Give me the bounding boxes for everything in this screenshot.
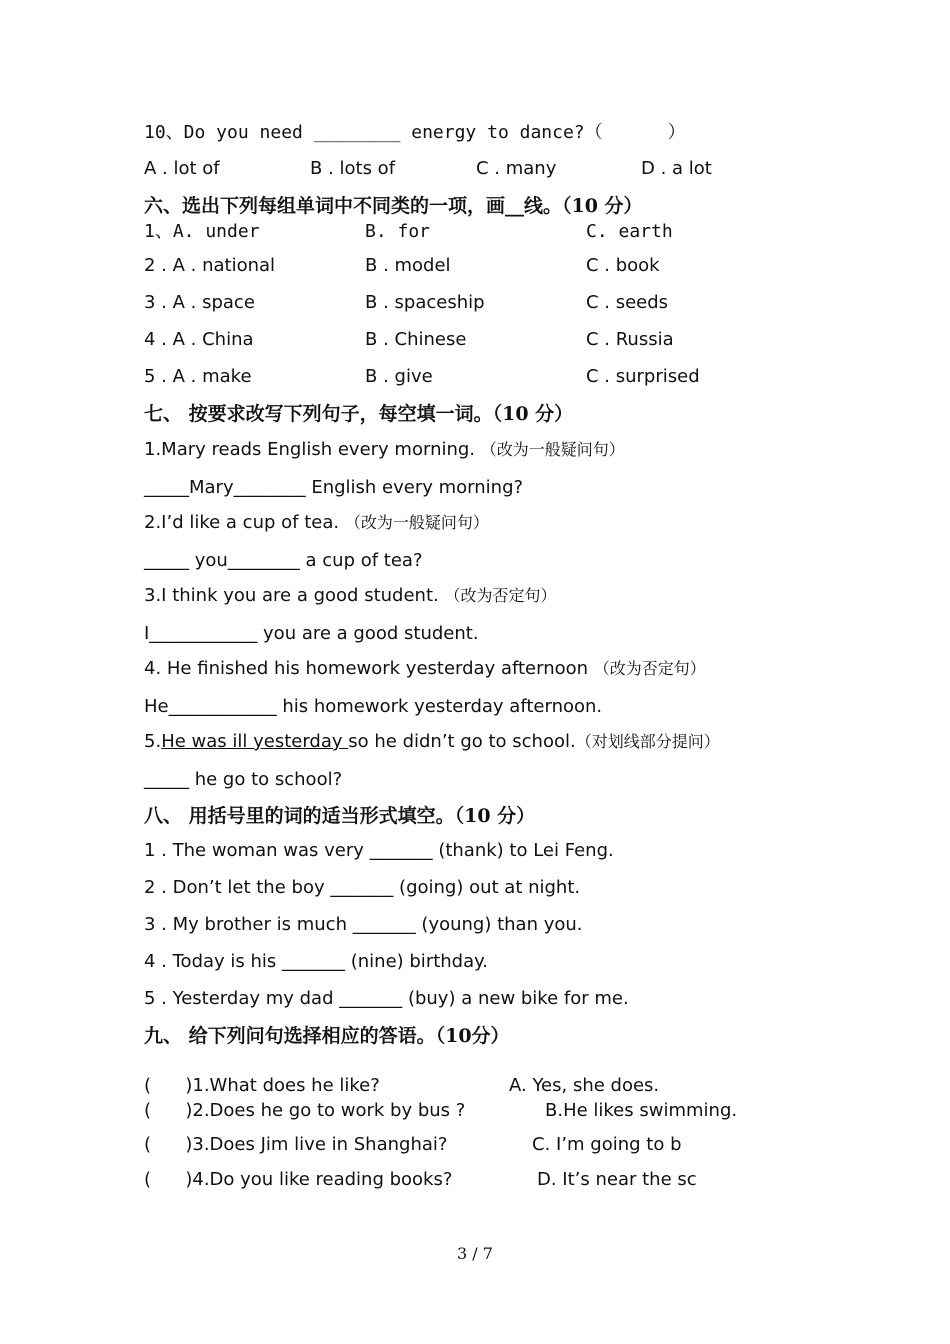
s7-q1-note: （改为一般疑问句） [480,440,625,459]
s7-a2: _____ you________ a cup of tea? [144,550,423,571]
s8-item-4: 4 . Today is his _______ (nine) birthday. [144,951,488,972]
s6-row3-b: B . spaceship [365,292,485,313]
s7-a3: I____________ you are a good student. [144,623,479,644]
s7-q5-underlined-part: He was ill yesterday [161,731,349,752]
s9-answer-b: B.He likes swimming. [545,1100,738,1121]
s7-q5-note: （对划线部分提问） [575,732,720,751]
s6-row2-a: 2 . A . national [144,255,276,276]
s6-row1-a: 1、A. under [144,221,260,242]
s6-row5-c: C . surprised [586,366,700,387]
s6-row3-c: C . seeds [586,292,669,313]
s9-question-1: ( )1.What does he like? [144,1075,380,1096]
section-9-heading: 九、 给下列问句选择相应的答语。（10分） [144,1025,510,1047]
s9-answer-a: A. Yes, she does. [509,1075,660,1096]
s6-row1-c: C. earth [586,221,673,242]
page-number: 3 / 7 [457,1244,493,1263]
s9-question-4: ( )4.Do you like reading books? [144,1169,453,1190]
s6-row4-b: B . Chinese [365,329,467,350]
s6-row1-b: B. for [365,221,431,242]
s6-row5-b: B . give [365,366,433,387]
s7-a1: _____Mary________ English every morning? [144,477,524,498]
s7-q2-text: 2.I’d like a cup of tea. [144,512,340,533]
s7-q4 [144,658,706,680]
s7-q1-text: 1.Mary reads English every morning. [144,439,476,460]
s9-answer-d: D. It’s near the sc [537,1169,697,1190]
q10-option-c: C . many [476,158,557,179]
s7-q2 [144,512,489,534]
question-10-stem: 10、Do you need ________ energy to dance?（ ） [144,122,686,143]
s7-q4-text: 4. He finished his homework yesterday afternoon [144,658,589,679]
section-8-heading: 八、 用括号里的词的适当形式填空。（10 分） [144,805,536,827]
s7-q5-rest: so he didn’t go to school. [348,731,576,752]
s8-item-3: 3 . My brother is much _______ (young) than you. [144,914,583,935]
s8-item-1: 1 . The woman was very _______ (thank) to Lei Feng. [144,840,614,861]
s6-row4-c: C . Russia [586,329,674,350]
s6-row5-a: 5 . A . make [144,366,252,387]
section-7-heading: 七、 按要求改写下列句子，每空填一词。（10 分） [144,403,574,425]
q10-option-d: D . a lot [641,158,712,179]
s9-answer-c: C. I’m going to b [532,1134,682,1155]
s8-item-2: 2 . Don’t let the boy _______ (going) out at night. [144,877,581,898]
s7-a5: _____ he go to school? [144,769,343,790]
s7-q3-note: （改为否定句） [444,586,557,605]
s7-q5-number: 5. [144,731,162,752]
s9-question-3: ( )3.Does Jim live in Shanghai? [144,1134,448,1155]
s7-a4: He____________ his homework yesterday afternoon. [144,696,603,717]
s7-q1 [144,439,625,461]
s6-row2-b: B . model [365,255,451,276]
s7-q5 [144,731,720,753]
s7-q4-note: （改为否定句） [593,659,706,678]
s9-question-2: ( )2.Does he go to work by bus ? [144,1100,466,1121]
q10-option-a: A . lot of [144,158,220,179]
s7-q3-text: 3.I think you are a good student. [144,585,439,606]
section-6-heading: 六、选出下列每组单词中不同类的一项，画__线。（10 分） [144,195,643,217]
s7-q3 [144,585,556,607]
q10-option-b: B . lots of [310,158,396,179]
s8-item-5: 5 . Yesterday my dad _______ (buy) a new bike for me. [144,988,629,1009]
s6-row4-a: 4 . A . China [144,329,254,350]
s6-row2-c: C . book [586,255,660,276]
s7-q2-note: （改为一般疑问句） [344,513,489,532]
s6-row3-a: 3 . A . space [144,292,255,313]
